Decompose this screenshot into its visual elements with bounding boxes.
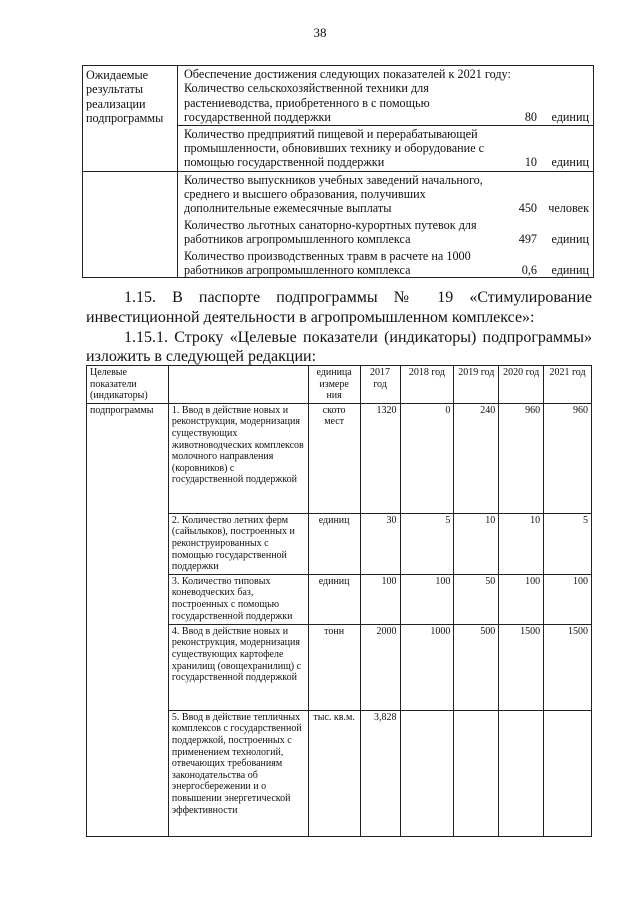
- indicator-unit: единиц: [551, 263, 589, 278]
- value-2017: 30: [360, 513, 400, 574]
- value-2021: 100: [544, 574, 592, 624]
- value-2018: 0: [400, 403, 454, 513]
- indicator-cell: [178, 171, 594, 278]
- value-2019: 10: [454, 513, 499, 574]
- paragraph-1-15-1-cont: изложить в следующей редакции:: [86, 348, 317, 365]
- indicator-value: 10: [524, 155, 537, 170]
- value-2019: 240: [454, 403, 499, 513]
- value-2020: [499, 710, 544, 836]
- indicator-cell: [178, 66, 594, 126]
- value-2017: 3,828: [360, 710, 400, 836]
- value-2018: 100: [400, 574, 454, 624]
- indicator-unit: ското мест: [308, 403, 360, 513]
- indicator-unit: тонн: [308, 624, 360, 710]
- indicator-row: [184, 218, 589, 247]
- indicator-text: Количество сельскохозяйственной техники для растениеводства, приобретенного в с помощью государственной поддержки: [184, 81, 430, 125]
- indicator-name: 2. Количество летних ферм (сайылыков), построенных и реконструированных с помощью государственной поддержки: [168, 513, 308, 574]
- indicator-name: 5. Ввод в действие тепличных комплексов с государственной поддержкой, построенных с применением технологий, отвечающих требованиям законодательства об энергосбережении и о повышении энергетической эффективности: [168, 710, 308, 836]
- paragraph-1-15-1: 1.15.1. Строку «Целевые показатели (индикаторы) подпрограммы»: [124, 329, 592, 346]
- indicator-text: Количество предприятий пищевой и перерабатывающей промышленности, обновивших технику и оборудование с помощью государственной поддержки: [184, 126, 485, 170]
- indicator-row: [184, 249, 589, 278]
- target-indicators-table: [86, 365, 592, 837]
- indicator-name: 3. Количество типовых коневодческих баз, построенных с помощью государственной поддержки: [168, 574, 308, 624]
- indicator-text: Количество льготных санаторно-курортных путевок для работников агропромышленного комплекса: [184, 217, 477, 247]
- indicator-cell: [178, 125, 594, 171]
- value-2021: [544, 710, 592, 836]
- expected-results-table: [82, 65, 594, 278]
- subprogram-label: подпрограммы: [87, 403, 169, 836]
- value-2018: [400, 710, 454, 836]
- header-unit: единица измере ния: [308, 366, 360, 404]
- indicator-value: 80: [524, 110, 537, 125]
- indicator-row: [184, 127, 589, 170]
- indicator-value: 497: [518, 232, 537, 247]
- header-2017: 2017 год: [360, 366, 400, 404]
- value-2018: 5: [400, 513, 454, 574]
- header-2020: 2020 год: [499, 366, 544, 404]
- indicator-unit: единиц: [551, 232, 589, 247]
- indicator-name: 1. Ввод в действие новых и реконструкция, модернизация существующих животноводческих комплексов молочного направления (коровников) с государственной поддержкой: [168, 403, 308, 513]
- value-2017: 2000: [360, 624, 400, 710]
- value-2019: [454, 710, 499, 836]
- indicator-row: [184, 173, 589, 216]
- value-2017: 1320: [360, 403, 400, 513]
- indicator-unit: тыс. кв.м.: [308, 710, 360, 836]
- value-2018: 1000: [400, 624, 454, 710]
- indicator-unit: человек: [548, 201, 589, 216]
- page-number: 38: [313, 25, 327, 40]
- header-2018: 2018 год: [400, 366, 454, 404]
- value-2020: 100: [499, 574, 544, 624]
- empty-label-cell: [83, 171, 178, 278]
- value-2020: 960: [499, 403, 544, 513]
- target-indicators-label: Целевые показатели (индикаторы): [87, 366, 169, 404]
- value-2017: 100: [360, 574, 400, 624]
- indicator-unit: единиц: [551, 155, 589, 170]
- value-2019: 500: [454, 624, 499, 710]
- indicator-unit: единиц: [308, 513, 360, 574]
- header-blank: [168, 366, 308, 404]
- indicator-unit: единиц: [308, 574, 360, 624]
- paragraph-1-15-cont: инвестиционной деятельности в агропромышленном комплексе»:: [86, 309, 535, 326]
- expected-results-label: Ожидаемые результаты реализации подпрограммы: [83, 66, 178, 172]
- value-2020: 1500: [499, 624, 544, 710]
- header-2019: 2019 год: [454, 366, 499, 404]
- indicator-value: 0,6: [521, 263, 537, 278]
- value-2021: 5: [544, 513, 592, 574]
- indicator-name: 4. Ввод в действие новых и реконструкция, модернизация существующих картофеле хранилищ (овощехранилищ) с государственной поддержкой: [168, 624, 308, 710]
- value-2021: 1500: [544, 624, 592, 710]
- paragraph-1-15: 1.15. В паспорте подпрограммы № 19 «Стимулирование: [124, 289, 592, 306]
- indicator-unit: единиц: [551, 110, 589, 125]
- indicator-value: 450: [518, 201, 537, 216]
- value-2021: 960: [544, 403, 592, 513]
- indicator-intro: Обеспечение достижения следующих показателей к 2021 году:: [184, 67, 511, 81]
- indicator-text: Количество производственных травм в расчете на 1000 работников агропромышленного комплекса: [184, 248, 471, 278]
- indicator-text: Количество выпускников учебных заведений начального, среднего и высшего образования, получивших дополнительные ежемесячные выплаты: [184, 172, 483, 216]
- value-2019: 50: [454, 574, 499, 624]
- header-2021: 2021 год: [544, 366, 592, 404]
- value-2020: 10: [499, 513, 544, 574]
- indicator-row: [184, 81, 589, 124]
